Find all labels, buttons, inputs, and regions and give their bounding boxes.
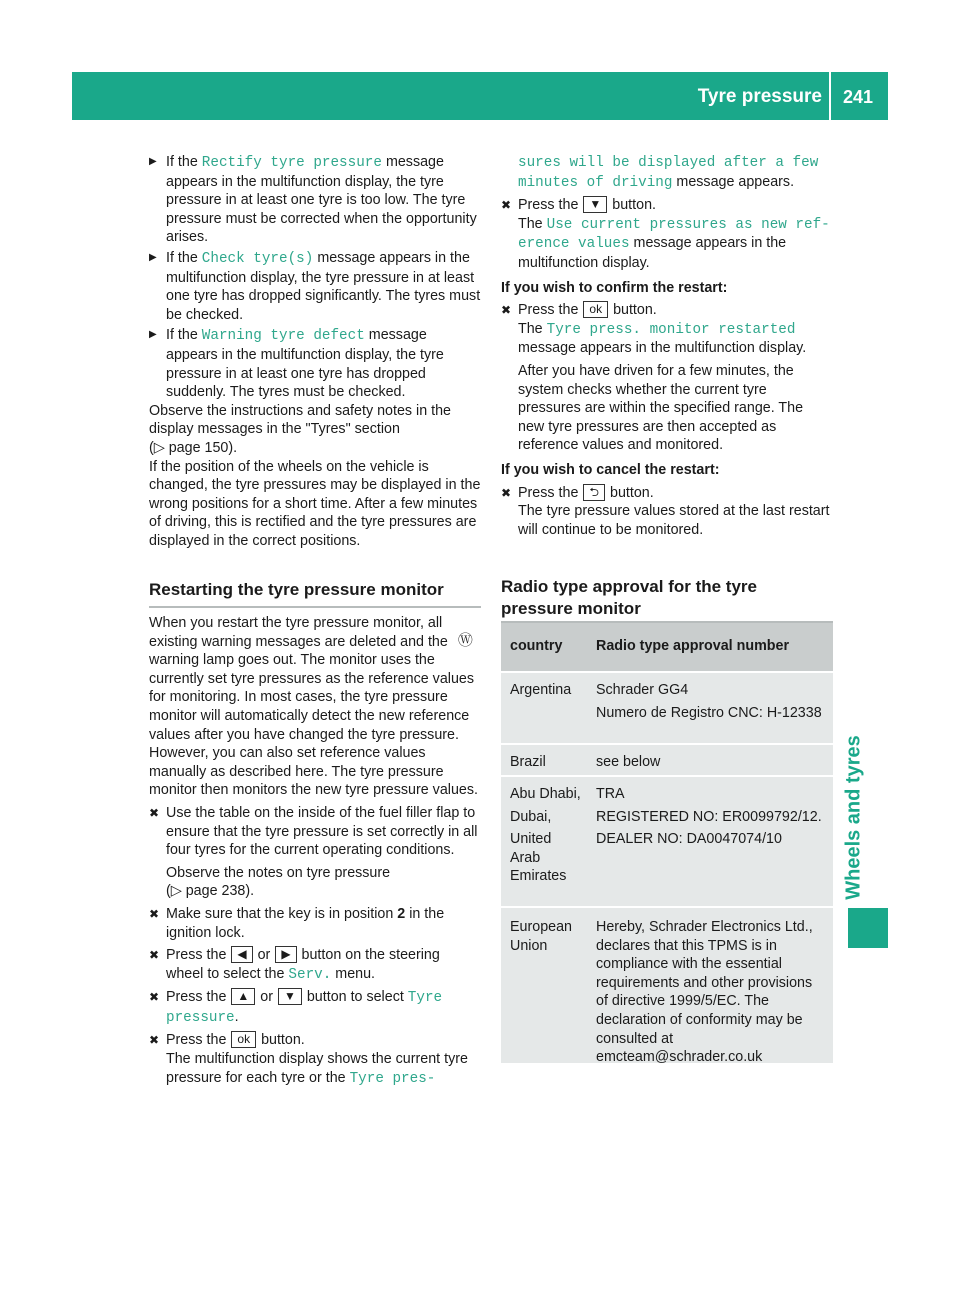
- step-arrow-icon: ✖: [501, 198, 512, 213]
- position-paragraph: If the position of the wheels on the vehicle is changed, the tyre pressures may be displayed in the wrong positions for a short time. After a few minutes of driving, this is rectified and the tyre pressures are displayed in the correct positions.: [149, 458, 481, 549]
- observe-paragraph: Observe the instructions and safety notes in the display messages in the "Tyres" section (▷ page 150).: [149, 402, 451, 456]
- page-reference[interactable]: (▷ page 150).: [149, 439, 238, 456]
- down-arrow-button-icon: ▼: [278, 988, 302, 1005]
- step-item: ✖ Press the ok button. The multifunction display shows the current tyre pressure for each tyre or the Tyre pres‐: [149, 1032, 468, 1087]
- list-item: ▶ If the Rectify tyre pressure message appears in the multifunction display, the tyre pressure in at least one tyre is too low. The tyre pressure must be corrected when the opportunity arises.: [149, 154, 477, 246]
- confirm-heading: If you wish to confirm the restart:: [501, 279, 728, 296]
- step-arrow-icon: ✖: [501, 303, 512, 318]
- cancel-heading: If you wish to cancel the restart:: [501, 461, 720, 478]
- step-item: ✖ Press the ok button. The Tyre press. monitor restarted message appears in the multifunction display. After you have driven for a few minutes, the system checks whether the current tyre pressures are within the specified range. The new tyre pressures are then accepted as reference values and monitored.: [501, 302, 807, 454]
- left-column-bottom: [149, 614, 481, 1088]
- page-title: Tyre pressure: [697, 86, 822, 107]
- step-item: ✖ Press the ⮌ button. The tyre pressure values stored at the last restart will continue to be monitored.: [501, 484, 830, 538]
- step-item: ✖ Press the ◀ or ▶ button on the steering wheel to select the Serv. menu.: [149, 947, 440, 983]
- table-row: Abu Dhabi, Dubai, United Arab Emirates TRA REGISTERED NO: ER0099792/12. DEALER NO: DA0047074/10: [501, 775, 833, 906]
- header-divider: [829, 72, 831, 120]
- table-row: European Union Hereby, Schrader Electronics Ltd., declares that this TPMS is in compliance with the essential requirements and other provisions of directive 1999/5/EC. The declaration of conformity may be consulted at emcteam@schrader.co.uk: [501, 906, 833, 1063]
- step-item: ✖ Press the ▼ button. The Use current pressures as new ref‐ erence values message appears in the multifunction display.: [501, 197, 830, 271]
- heading-divider: [149, 606, 481, 608]
- step-arrow-icon: ✖: [149, 990, 160, 1005]
- bullet-icon: ▶: [149, 251, 157, 263]
- left-arrow-button-icon: ◀: [231, 946, 252, 963]
- tyre-pressure-warning-lamp-icon: Ⓦ: [457, 631, 473, 649]
- radio-heading-block: [501, 576, 821, 620]
- bullet-icon: ▶: [149, 156, 157, 167]
- table-row: Brazil see below: [501, 743, 833, 775]
- step-arrow-icon: ✖: [149, 906, 160, 921]
- table-header: [501, 623, 833, 671]
- bullet-icon: ▶: [149, 329, 157, 341]
- section-heading-block: [149, 579, 481, 601]
- page-number: 241: [842, 87, 874, 107]
- left-column-top: [149, 153, 481, 550]
- right-column: [501, 153, 833, 539]
- list-item: ▶ If the Warning tyre defect message appears in the multifunction display, the tyre pressure in at least one tyre has dropped suddenly. The tyres must be checked.: [149, 327, 444, 401]
- down-arrow-button-icon: ▼: [583, 196, 607, 213]
- section-heading: Radio type approval for the tyre pressure monitor: [501, 577, 757, 618]
- back-button-icon: ⮌: [583, 484, 605, 501]
- list-item: ▶ If the Check tyre(s) message appears in the multifunction display, the tyre pressure in at least one tyre has dropped significantly. The tyres must be checked.: [149, 249, 481, 323]
- step-arrow-icon: ✖: [501, 485, 512, 500]
- step-arrow-icon: ✖: [149, 805, 160, 820]
- column-header: Radio type approval number: [596, 638, 790, 654]
- ok-button-icon: ok: [583, 301, 608, 318]
- step-item: ✖ Use the table on the inside of the fuel filler flap to ensure that the tyre pressure is set correctly in all four tyres for the current operating conditions. Observe the notes on tyre pressure (▷ page 238).: [149, 804, 478, 900]
- step-item: ✖ Press the ▲ or ▼ button to select Tyre pressure.: [149, 989, 443, 1026]
- step-item: ✖ Make sure that the key is in position 2 in the ignition lock.: [149, 905, 445, 941]
- radio-approval-table: [501, 623, 833, 1066]
- table-row: Argentina Schrader GG4 Numero de Registro CNC: H-12338: [501, 671, 833, 743]
- restart-paragraph: When you restart the tyre pressure monitor, all existing warning messages are deleted and the Ⓦ warning lamp goes out. The monitor uses the currently set tyre pressures as the reference values for monitoring. In most cases, the tyre pressure monitor will automatically detect the new reference values after you have changed the tyre pressure. However, you can also set reference values manually as described here. The tyre pressure monitor then monitors the new tyre pressure values.: [149, 615, 478, 799]
- chapter-tab-label: Wheels and tyres: [842, 735, 865, 900]
- step-continuation: sures will be displayed after a few minutes of driving message appears.: [518, 155, 819, 191]
- step-arrow-icon: ✖: [149, 948, 160, 963]
- step-arrow-icon: ✖: [149, 1033, 160, 1048]
- ok-button-icon: ok: [231, 1031, 256, 1048]
- up-arrow-button-icon: ▲: [231, 988, 255, 1005]
- page-reference[interactable]: (▷ page 238).: [166, 883, 255, 900]
- section-heading: Restarting the tyre pressure monitor: [149, 580, 444, 599]
- chapter-marker: [848, 908, 888, 948]
- column-header: country: [510, 638, 563, 654]
- right-arrow-button-icon: ▶: [275, 946, 296, 963]
